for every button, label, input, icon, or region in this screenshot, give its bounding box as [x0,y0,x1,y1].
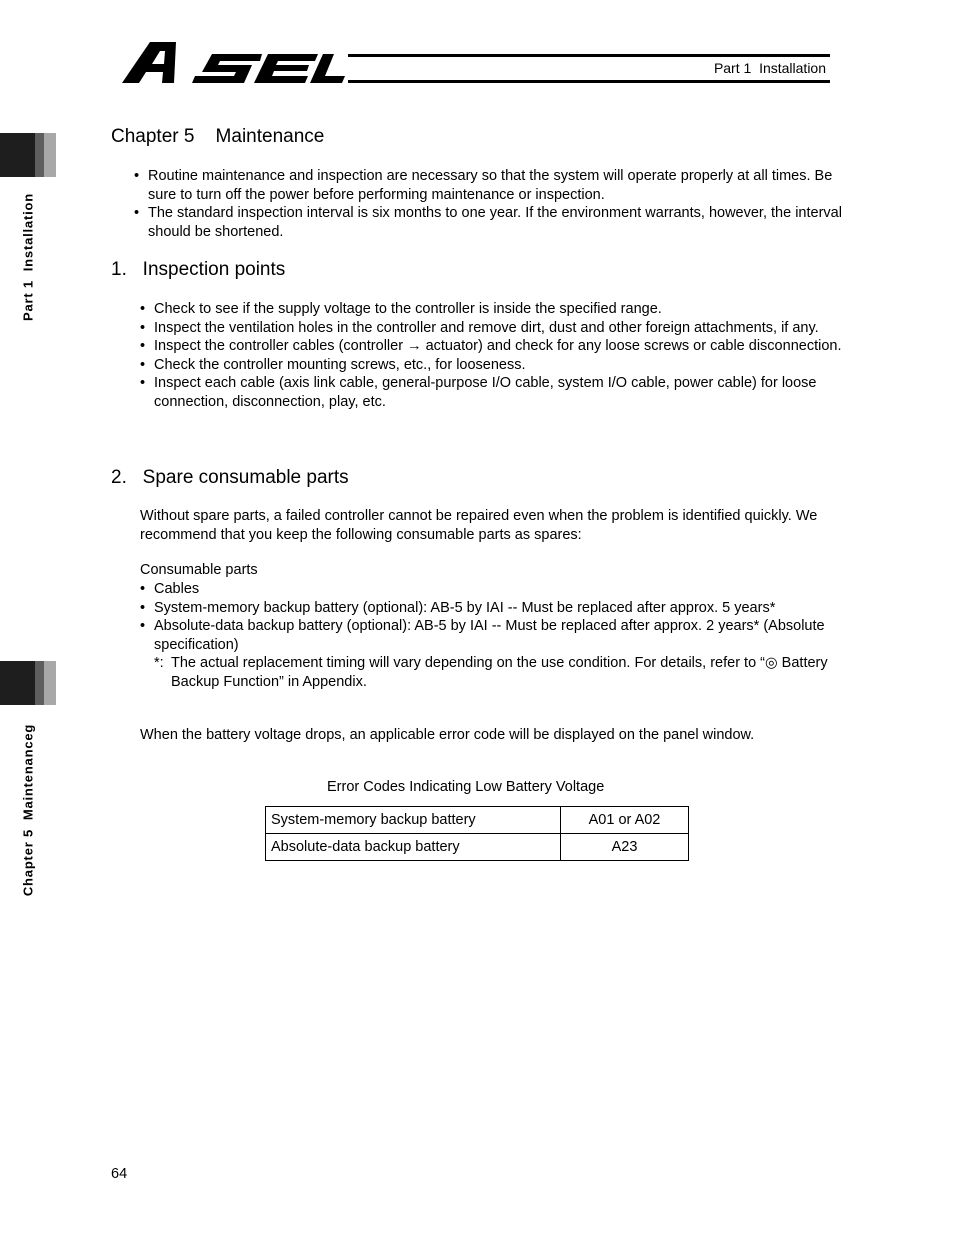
page-number: 64 [111,1166,128,1182]
side-label-chapter: Chapter 5 Maintenanceg [20,723,36,897]
spare-parts-paragraph: Without spare parts, a failed controller cannot be repaired even when the problem is identified quickly. We recommend that you keep the following consumable parts as spares: [140,508,818,543]
intro-list [134,167,854,241]
footnote-text: The actual replacement timing will vary depending on the use condition. For details, refer to “◎ Battery Backup Function” in Appendix. [171,655,828,690]
battery-paragraph: When the battery voltage drops, an applicable error code will be displayed on the panel window. [140,727,755,743]
table-cell: System-memory backup battery [266,807,561,834]
section-heading: 2. Spare consumable parts [111,467,349,488]
header-part-label: Part 1 Installation [713,60,826,76]
table-cell: Absolute-data backup battery [266,834,561,861]
header-rule [348,80,830,83]
consumable-parts-label: Consumable parts [140,562,258,578]
inspection-list [140,300,850,411]
table-cell: A23 [561,834,689,861]
table-cell: A01 or A02 [561,807,689,834]
list-item: • Inspect the controller cables (controller → actuator) and check for any loose screws or cable disconnection. [140,337,850,356]
footnote-mark: *: [154,655,164,671]
section-heading: 1. Inspection points [111,259,286,280]
list-item: • Inspect the ventilation holes in the controller and remove dirt, dust and other foreign attachments, if any. [140,319,850,338]
side-tab-marker [0,133,56,177]
list-item: • Check to see if the supply voltage to the controller is inside the specified range. [140,300,850,319]
side-label-part: Part 1 Installation [20,193,36,321]
side-tab-marker [0,661,56,705]
list-item: • System-memory backup battery (optional): AB-5 by IAI -- Must be replaced after approx. 5 years* [140,599,840,618]
list-item: • Routine maintenance and inspection are necessary so that the system will operate properly at all times. Be sure to turn off the power before performing maintenance or inspection. [134,167,854,204]
header-rule [348,54,830,57]
footnote [154,654,844,691]
consumable-list [140,580,840,654]
list-item: • Inspect each cable (axis link cable, general-purpose I/O cable, system I/O cable, power cable) for loose connection, disconnection, play, etc. [140,374,850,411]
list-item: • Absolute-data backup battery (optional): AB-5 by IAI -- Must be replaced after approx. 2 years* (Absolute specification) [140,617,840,654]
chapter-title: Chapter 5 Maintenance [111,126,325,147]
table-row [266,834,689,861]
error-code-table [265,806,689,861]
list-item: • The standard inspection interval is six months to one year. If the environment warrants, however, the interval should be shortened. [134,204,854,241]
table-caption: Error Codes Indicating Low Battery Voltage [327,779,605,795]
table-row [266,807,689,834]
list-item: • Check the controller mounting screws, etc., for looseness. [140,356,850,375]
list-item: • Cables [140,580,840,599]
asel-logo [120,38,345,88]
